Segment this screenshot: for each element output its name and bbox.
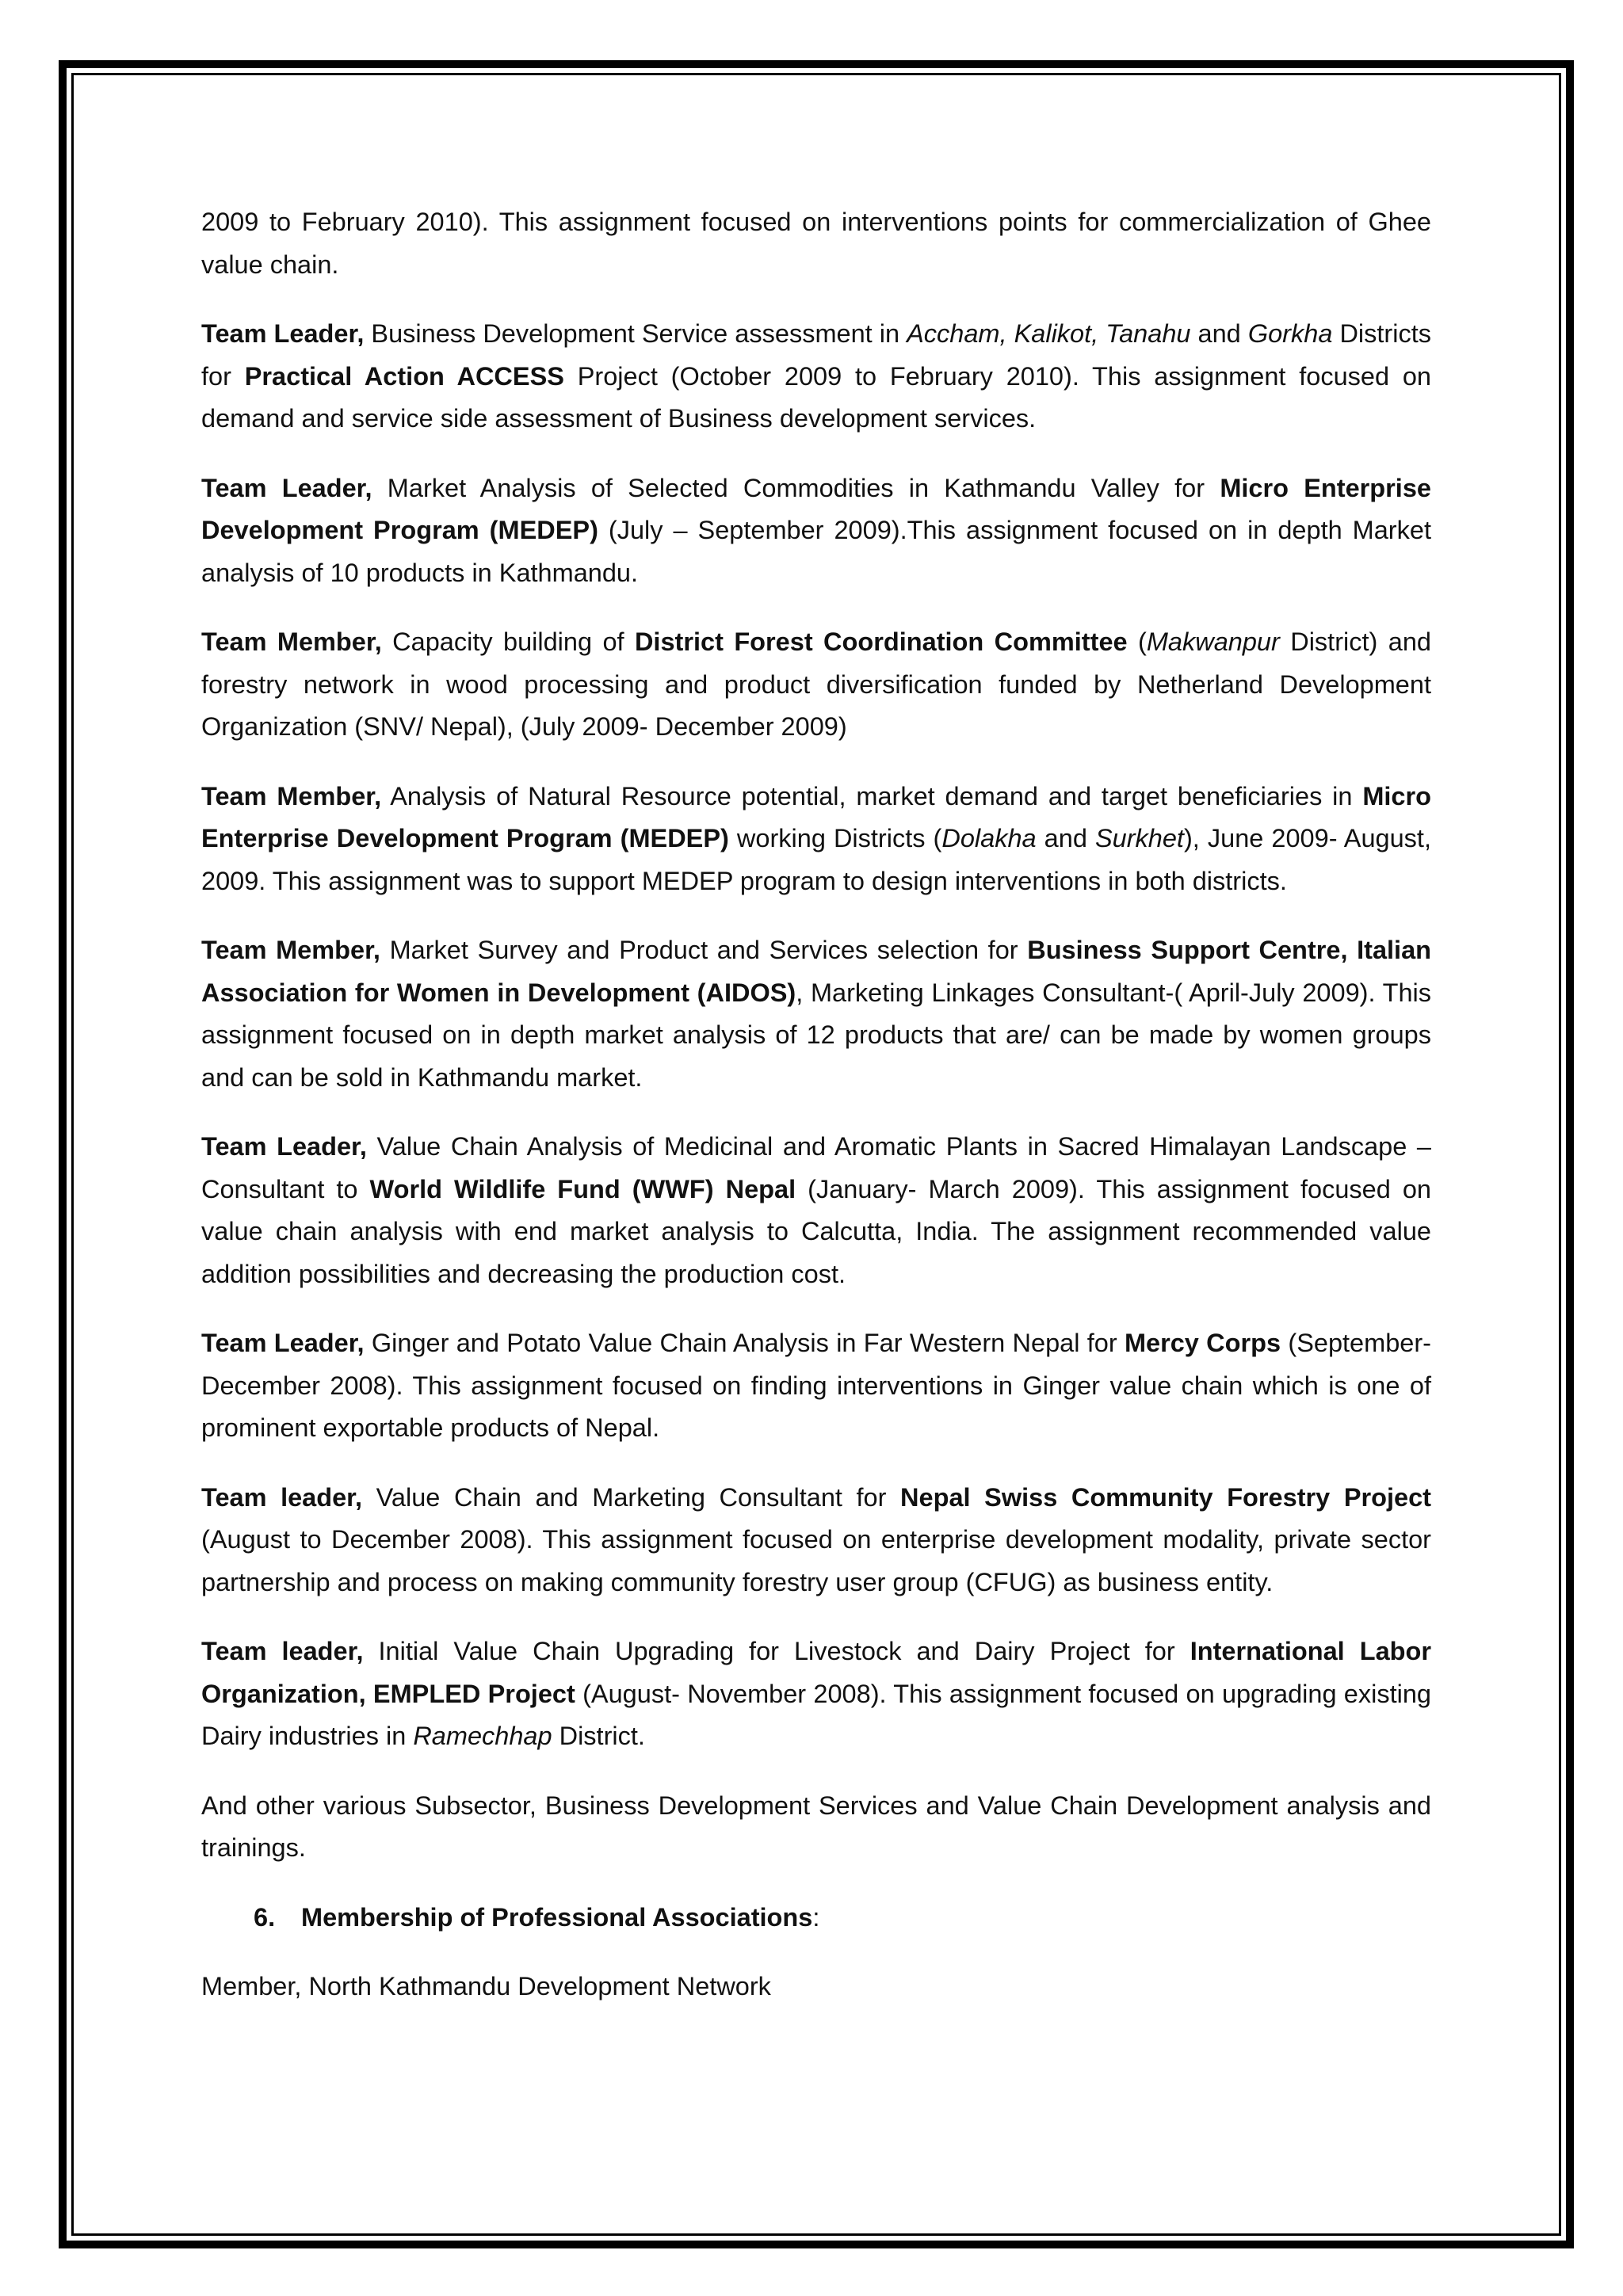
bold-text: Team Leader, <box>201 1329 365 1357</box>
body-text: Value Chain Analysis of Medicinal and Aromatic Plants in Sacred Himalayan Landscape – Consultant to <box>201 1132 1431 1203</box>
bold-text: Team Member, <box>201 781 382 810</box>
bold-text: Micro Enterprise Development Program (MEDEP) <box>201 473 1431 544</box>
assignment-paragraph-capacity-building-dfcc <box>201 621 1431 749</box>
body-text: Project (October 2009 to February 2010). This assignment focused on demand and service side assessment of Business development services. <box>201 361 1431 433</box>
bold-text: Micro Enterprise Development Program (MEDEP) <box>201 781 1432 852</box>
bold-text: Team Leader, <box>201 319 365 348</box>
italic-text: Accham, Kalikot, Tanahu <box>907 319 1191 348</box>
body-text: Value Chain and Marketing Consultant for <box>362 1482 901 1512</box>
assignment-list <box>201 201 1431 1870</box>
bold-text: World Wildlife Fund (WWF) Nepal <box>369 1174 796 1203</box>
document-body <box>201 201 1431 2035</box>
section-title: Membership of Professional Associations <box>301 1902 813 1932</box>
bold-text: Team Leader, <box>201 1132 367 1161</box>
body-text: Initial Value Chain Upgrading for Livestock and Dairy Project for <box>363 1637 1190 1665</box>
body-text: Capacity building of <box>381 627 635 656</box>
body-text: , Marketing Linkages Consultant-( April-July 2009). This assignment focused on in depth market analysis of 12 products that are/ can be made by women groups and can be sold in Kathmandu market. <box>201 978 1431 1092</box>
body-text: Market Analysis of Selected Commodities in Kathmandu Valley for <box>372 473 1220 502</box>
assignment-paragraph-ginger-potato-mercy <box>201 1322 1431 1450</box>
body-text: and <box>1190 319 1248 348</box>
assignment-paragraph-market-survey-aidos <box>201 929 1431 1099</box>
bold-text: Team leader, <box>201 1482 363 1512</box>
body-text: (August- November 2008). This assignment focused on upgrading existing Dairy industries in <box>201 1679 1431 1750</box>
assignment-paragraph-market-analysis-medep <box>201 467 1431 595</box>
italic-text: Makwanpur <box>1146 627 1280 656</box>
body-text: District) and forestry network in wood processing and product diversification funded by Netherland Development Organization (SNV/ Nepal), (July 2009- December 2009) <box>201 627 1431 741</box>
body-text: Ginger and Potato Value Chain Analysis in Far Western Nepal for <box>364 1329 1125 1357</box>
bold-text: Nepal Swiss Community Forestry Project <box>900 1482 1432 1512</box>
bold-text: Business Support Centre, Italian Association for Women in Development (AIDOS) <box>201 936 1432 1007</box>
section-suffix: : <box>812 1902 820 1932</box>
bold-text: Team leader, <box>201 1637 364 1665</box>
section-number: 6. <box>254 1902 276 1932</box>
bold-text: International Labor Organization, EMPLED Project <box>201 1637 1431 1708</box>
italic-text: Dolakha <box>941 824 1037 852</box>
membership-entry: Member, North Kathmandu Development Network <box>201 1972 771 2000</box>
bold-text: Mercy Corps <box>1124 1329 1281 1357</box>
bold-text: District Forest Coordination Committee <box>634 627 1128 656</box>
italic-text: Ramechhap <box>413 1722 552 1750</box>
assignment-paragraph-natural-resource-analysis <box>201 776 1431 903</box>
body-text: And other various Subsector, Business Development Services and Value Chain Development analysis and trainings. <box>201 1791 1431 1862</box>
body-text: District. <box>552 1722 645 1750</box>
body-text: Business Development Service assessment in <box>364 319 907 348</box>
italic-text: Surkhet <box>1094 824 1184 852</box>
section-heading <box>201 1897 1431 1939</box>
assignment-paragraph-nscfp-consultant <box>201 1477 1431 1604</box>
body-text: (January- March 2009). This assignment focused on value chain analysis with end market analysis to Calcutta, India. The assignment recommended value addition possibilities and decreasing the production cost. <box>201 1174 1431 1288</box>
assignment-paragraph-other-various <box>201 1785 1431 1870</box>
bold-text: Team Leader, <box>201 473 372 502</box>
body-text: ( <box>1127 627 1147 656</box>
body-text: Market Survey and Product and Services selection for <box>380 936 1028 964</box>
assignment-paragraph-ghee-continuation <box>201 201 1431 286</box>
body-text: (August to December 2008). This assignment focused on enterprise development modality, private sector partnership and process on making community forestry user group (CFUG) as business entity. <box>201 1525 1431 1596</box>
bold-text: Team Member, <box>201 936 380 964</box>
bold-text: Practical Action ACCESS <box>244 361 564 391</box>
body-text: working Districts ( <box>728 824 942 852</box>
body-text: (July – September 2009).This assignment focused on in depth Market analysis of 10 products in Kathmandu. <box>201 516 1431 587</box>
body-text: (September- December 2008). This assignment focused on finding interventions in Ginger value chain which is one of prominent exportable products of Nepal. <box>201 1329 1431 1442</box>
body-text: and <box>1036 824 1095 852</box>
body-text: 2009 to February 2010). This assignment focused on interventions points for commercialization of Ghee value chain. <box>201 208 1431 279</box>
assignment-paragraph-ilo-empled <box>201 1630 1431 1758</box>
bold-text: Team Member, <box>201 627 382 656</box>
body-text: Analysis of Natural Resource potential, market demand and target beneficiaries in <box>381 781 1363 810</box>
assignment-paragraph-bds-assessment <box>201 313 1431 441</box>
assignment-paragraph-map-value-chain-wwf <box>201 1126 1431 1295</box>
italic-text: Gorkha <box>1247 319 1333 348</box>
body-text: Districts for <box>201 319 1431 391</box>
body-text: ), June 2009- August, 2009. This assignment was to support MEDEP program to design interventions in both districts. <box>201 824 1431 895</box>
